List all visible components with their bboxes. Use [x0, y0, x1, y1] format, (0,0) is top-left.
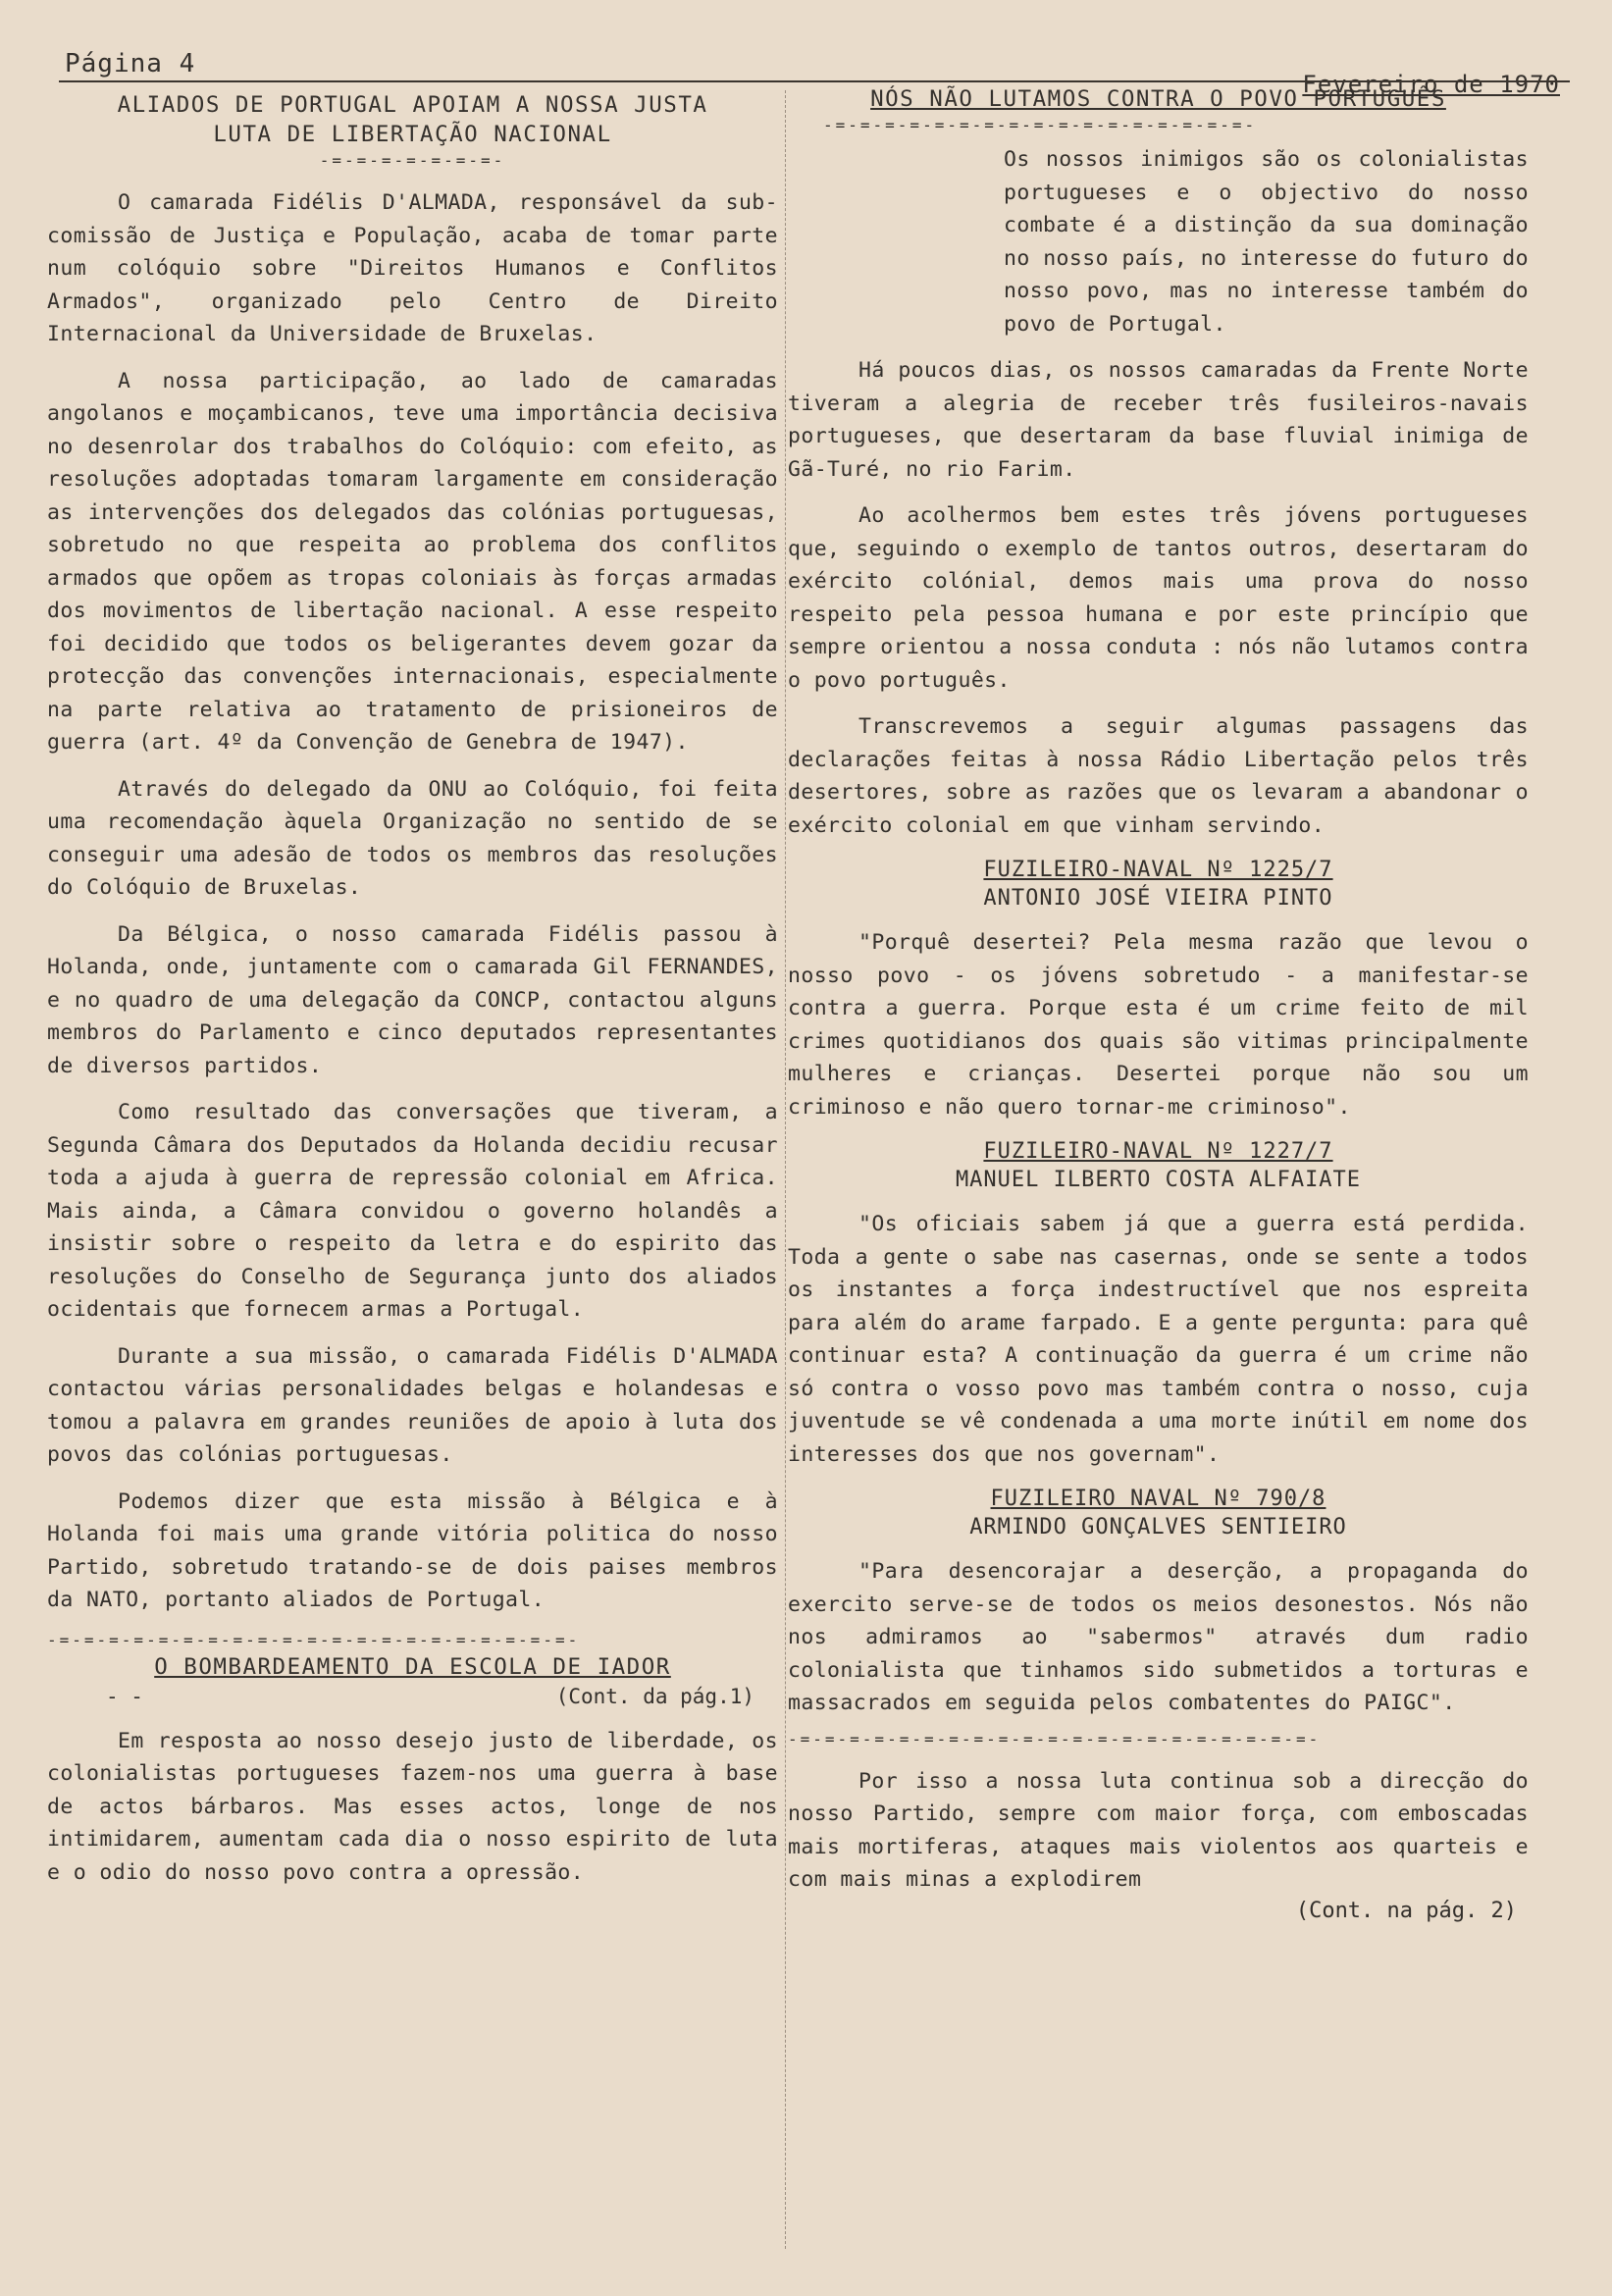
testimony-title: FUZILEIRO-NAVAL Nº 1225/7 [983, 858, 1333, 882]
article-title [47, 1652, 778, 1682]
cont-dashes: - - [106, 1684, 143, 1708]
right-column [788, 86, 1529, 1926]
title-underline: -=-=-=-=-=-=-=-=-=-=-=-=-=-=-=-=-=- [823, 116, 1258, 134]
continuation-line [47, 1682, 778, 1711]
paragraph: Ao acolhermos bem estes três jóvens portugueses que, seguindo o exemplo de tantos outros, desertaram do exército colónial, demos mais uma prova do nosso respeito pela pessoa humana e por este princípio que sempre orientou a nossa conduta : nós não lutamos contra o povo português. [788, 503, 1529, 693]
paragraph: Através do delegado da ONU ao Colóquio, foi feita uma recomendação àquela Organização no sentido de se conseguir uma adesão de todos os membros das resoluções do Colóquio de Bruxelas. [47, 776, 778, 900]
testimony-heading [788, 1137, 1529, 1194]
testimony [788, 1137, 1529, 1471]
paragraph: Durante a sua missão, o camarada Fidélis D'ALMADA contactou várias personalidades belgas e holandesas e tomou a palavra em grandes reuniões de apoio à luta dos povos das colónias portuguesas. [47, 1343, 778, 1467]
continued-note: (Cont. na pág. 2) [1295, 1898, 1517, 1923]
paragraph: Os nossos inimigos são os colonialistas portugueses e o objectivo do nosso combate é a distinção da sua dominação no nosso país, no interesse do futuro do nosso povo, mas no interesse também do povo de Portugal. [1004, 147, 1529, 337]
testimony-quote: "Os oficiais sabem já que a guerra está perdida. Toda a gente o sabe nas casernas, onde se sente a todos os instantes a força indestructível que nos espreita para além do arame farpado. E a gente pergunta: para quê continuar esta? A continuação da guerra é um crime não só contra o vosso povo mas também contra o nosso, cuja juventude se vê condenada a uma morte inútil em nome dos interesses dos que nos governam". [788, 1212, 1529, 1467]
testimony [788, 1485, 1529, 1720]
column-divider [785, 90, 786, 2249]
paragraph: Como resultado das conversações que tiveram, a Segunda Câmara dos Deputados da Holanda decidiu recusar toda a ajuda à guerra de repressão colonial em Africa. Mais ainda, a Câmara convidou o governo holandês a insistir sobre o respeito da letra e do espirito das resoluções do Conselho de Segurança junto dos aliados ocidentais que fornecem armas a Portugal. [47, 1100, 778, 1322]
article-title-text: O BOMBARDEAMENTO DA ESCOLA DE IADOR [154, 1653, 671, 1680]
left-column [47, 90, 778, 1889]
testimony-name: ARMINDO GONÇALVES SENTIEIRO [969, 1515, 1347, 1539]
testimony-title: FUZILEIRO-NAVAL Nº 1227/7 [983, 1139, 1333, 1164]
article-title-line-2: LUTA DE LIBERTAÇÃO NACIONAL [213, 122, 612, 147]
article-title-text: NÓS NÃO LUTAMOS CONTRA O POVO PORTUGUÊS [870, 86, 1446, 112]
article-title-line-1: ALIADOS DE PORTUGAL APOIAM A NOSSA JUSTA [117, 92, 708, 118]
testimony-name: MANUEL ILBERTO COSTA ALFAIATE [955, 1168, 1362, 1192]
issue-date: Fevereiro de 1970 [1302, 71, 1560, 98]
testimony [788, 856, 1529, 1123]
paragraph: Podemos dizer que esta missão à Bélgica e à Holanda foi mais uma grande vitória politica do nosso Partido, sobretudo tratando-se de dois paises membros da NATO, portanto aliados de Portugal. [47, 1488, 778, 1612]
article-allies [47, 90, 778, 1652]
testimony-quote: "Porquê desertei? Pela mesma razão que levou o nosso povo - os jóvens sobretudo - a manifestar-se contra a guerra. Porque esta é um crime feito de mil crimes quotidianos dos quais são vitimas principalmente mulheres e crianças. Desertei porque não sou um criminoso e não quero tornar-me criminoso". [788, 930, 1529, 1120]
title-separator: -=-=-=-=-=-=-=- [319, 151, 506, 170]
closing-paragraph: Por isso a nossa luta continua sob a direcção do nosso Partido, sempre com maior força, com emboscadas mais mortiferas, ataques mais violentos aos quarteis e com mais minas a explodirem [788, 1768, 1529, 1892]
page-number: Página 4 [65, 49, 196, 78]
paragraph: Transcrevemos a seguir algumas passagens das declarações feitas à nossa Rádio Libertação pelos três desertores, sobre as razões que os levaram a abandonar o exército colonial em que vinham servindo. [788, 714, 1529, 838]
testimony-title: FUZILEIRO NAVAL Nº 790/8 [990, 1487, 1326, 1511]
paragraph: A nossa participação, ao lado de camaradas angolanos e moçambicanos, teve uma importância decisiva no desenrolar dos trabalhos do Colóquio: com efeito, as resoluções adoptadas tomaram largamente em consideração as intervenções dos delegados das colónias portuguesas, sobretudo no que respeita ao problema dos conflitos armados que opõem as tropas coloniais às forças armadas dos movimentos de libertação nacional. A esse respeito foi decidido que todos os beligerantes devem gozar da protecção das convenções internacionais, especialmente na parte relativa ao tratamento de prisioneiros de guerra (art. 4º da Convenção de Genebra de 1947). [47, 368, 778, 755]
page-header [59, 49, 1570, 98]
paragraph: Há poucos dias, os nossos camaradas da Frente Norte tiveram a alegria de receber três fusileiros-navais portugueses, que desertaram da base fluvial inimiga de Gã-Turé, no rio Farim. [788, 358, 1529, 482]
article-end-separator: -=-=-=-=-=-=-=-=-=-=-=-=-=-=-=-=-=-=-=-=-=- [47, 1630, 581, 1649]
article-school-bombing [47, 1652, 778, 1890]
article-not-fighting-portuguese-people [788, 84, 1529, 1926]
paragraph: O camarada Fidélis D'ALMADA, responsável da sub-comissão de Justiça e População, acaba de tomar parte num colóquio sobre "Direitos Humanos e Conflitos Armados", organizado pelo Centro de Direito Internacional da Universidade de Bruxelas. [47, 190, 778, 346]
article-separator: -=-=-=-=-=-=-=-=-=-=-=-=-=-=-=-=-=-=-=-=-=- [788, 1729, 1322, 1748]
article-title [788, 84, 1529, 114]
paragraph: Da Bélgica, o nosso camarada Fidélis passou à Holanda, onde, juntamente com o camarada Gil FERNANDES, e no quadro de uma delegação da CONCP, contactou alguns membros do Parlamento e cinco deputados representantes de diversos partidos. [47, 921, 778, 1078]
continuation-note: (Cont. da pág.1) [555, 1684, 754, 1708]
testimony-name: ANTONIO JOSÉ VIEIRA PINTO [983, 886, 1333, 911]
paragraph: Em resposta ao nosso desejo justo de liberdade, os colonialistas portugueses fazem-nos uma guerra à base de actos bárbaros. Mas esses actos, longe de nos intimidarem, aumentam cada dia o nosso espirito de luta e o odio do nosso povo contra a opressão. [47, 1728, 778, 1885]
testimony-heading [788, 856, 1529, 913]
header-rule [59, 80, 1570, 82]
testimony-heading [788, 1485, 1529, 1541]
testimony-quote: "Para desencorajar a deserção, a propaganda do exercito serve-se de todos os meios desonestos. Nós não nos admiramos ao "sabermos" através dum radio colonialista que tinhamos sido submetidos a torturas e massacrados em seguida pelos combatentes do PAIGC". [788, 1559, 1529, 1715]
